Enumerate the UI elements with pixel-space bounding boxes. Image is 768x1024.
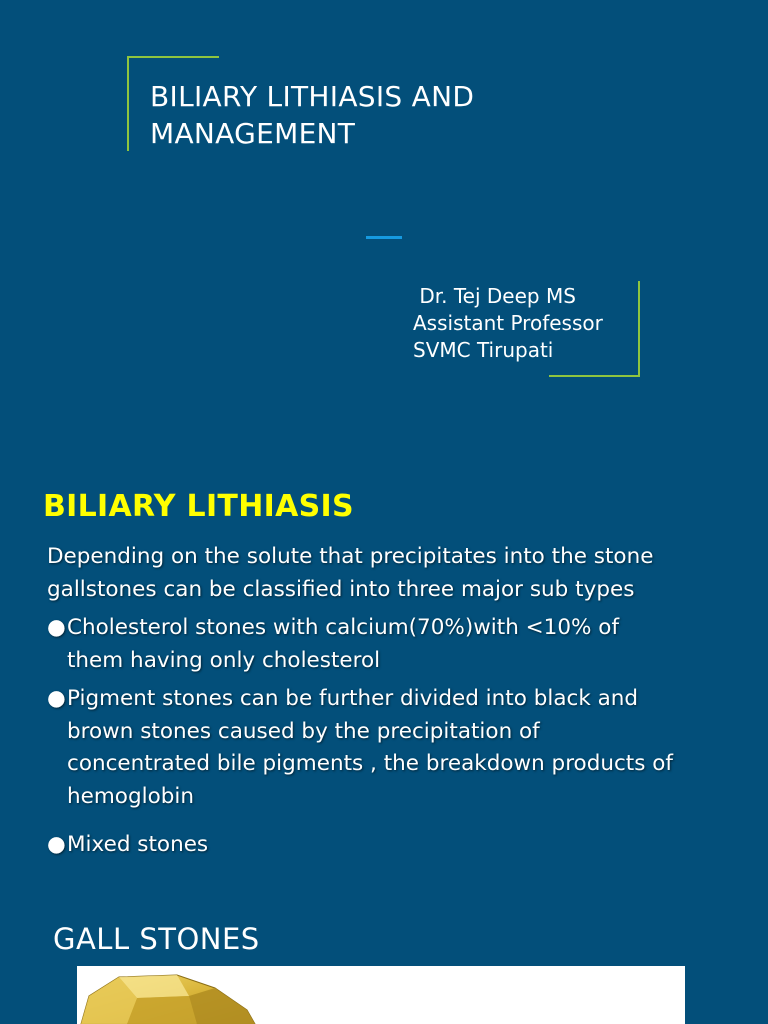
bullet-dot: ● xyxy=(47,686,66,711)
title-frame-left xyxy=(127,56,129,151)
slide-title-line-1: BILIARY LITHIASIS AND xyxy=(150,80,475,113)
title-frame-top xyxy=(128,56,219,58)
bullet-dot: ● xyxy=(47,615,66,640)
bullet-line: them having only cholesterol xyxy=(67,647,381,673)
author-frame-bottom xyxy=(549,375,640,377)
bullet-line: Pigment stones can be further divided into black and xyxy=(67,686,639,711)
bullet-line: brown stones caused by the precipitation of xyxy=(67,718,540,744)
intro-line-2: gallstones can be classified into three major sub types xyxy=(47,576,635,602)
bullet-text xyxy=(67,612,747,677)
intro-paragraph xyxy=(47,541,747,606)
intro-line-1: Depending on the solute that precipitates into the stone xyxy=(47,544,654,569)
gallstone-image xyxy=(77,966,685,1024)
section-heading: BILIARY LITHIASIS xyxy=(43,489,354,524)
author-institution: SVMC Tirupati xyxy=(413,338,554,362)
bullet-line: Mixed stones xyxy=(67,832,209,857)
gallstone-image-panel xyxy=(77,966,685,1024)
bullet-line: concentrated bile pigments , the breakdown products of xyxy=(67,751,673,776)
gall-stones-heading: GALL STONES xyxy=(53,922,260,956)
title-divider-dash xyxy=(366,236,402,239)
bullet-line: Cholesterol stones with calcium(70%)with <10% of xyxy=(67,615,620,640)
bullet-line: hemoglobin xyxy=(67,783,194,809)
slide-title-line-2: MANAGEMENT xyxy=(150,117,356,150)
author-block xyxy=(413,283,638,364)
author-name: Dr. Tej Deep MS xyxy=(413,284,576,308)
bullet-text xyxy=(67,829,747,862)
bullet-pigment-stones xyxy=(47,683,747,813)
author-frame-right xyxy=(638,281,640,377)
author-position: Assistant Professor xyxy=(413,311,603,335)
slide-title xyxy=(150,78,570,152)
bullet-mixed-stones xyxy=(47,829,747,862)
bullet-dot: ● xyxy=(47,832,66,857)
bullet-text xyxy=(67,683,747,813)
bullet-cholesterol-stones xyxy=(47,612,747,677)
